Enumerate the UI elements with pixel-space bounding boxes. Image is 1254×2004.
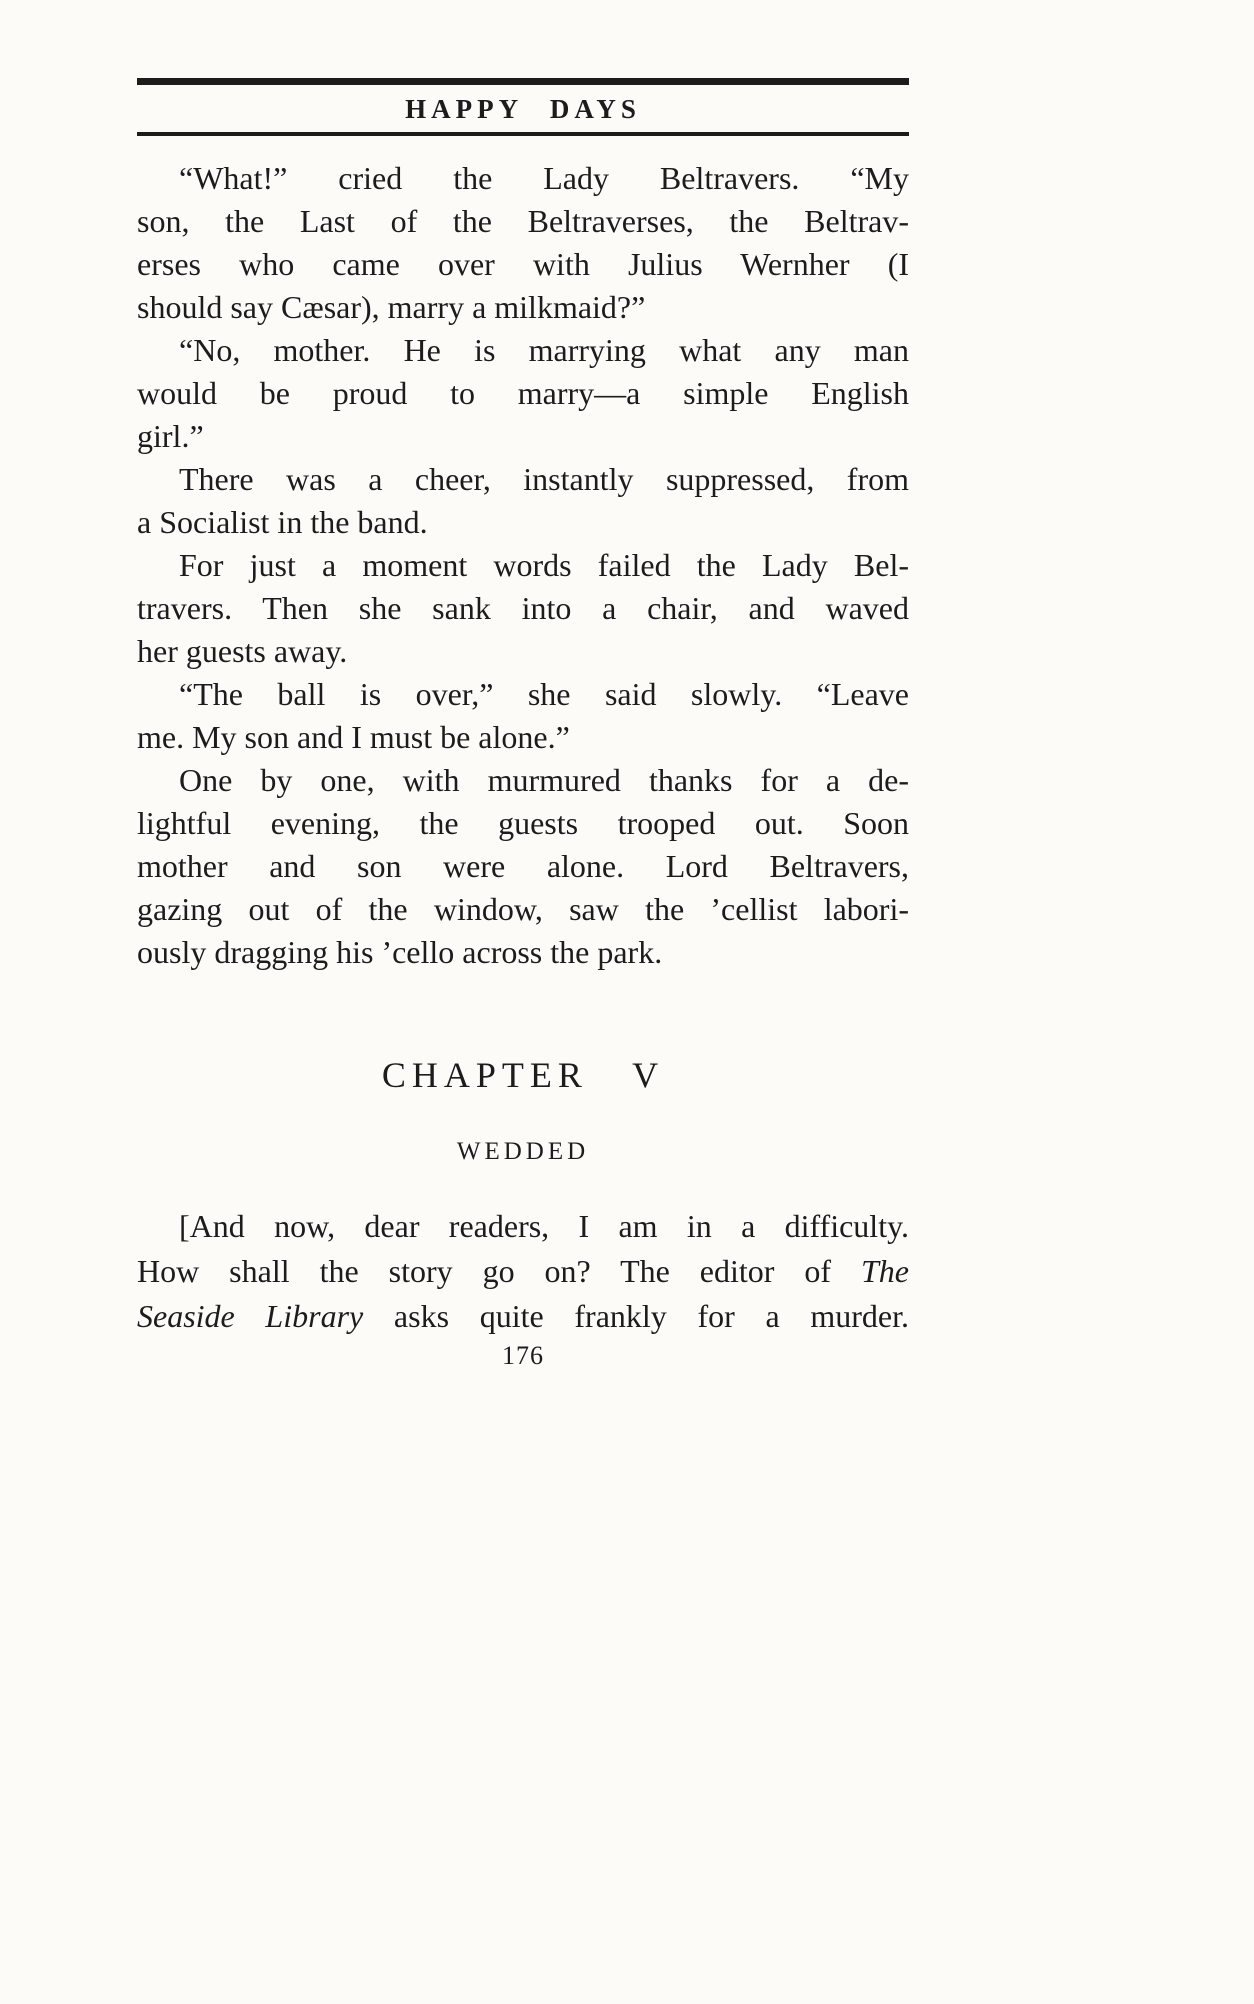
paragraph bbox=[137, 458, 909, 544]
text-segment: ously dragging his ’cello across the park. bbox=[137, 934, 663, 970]
text-segment: For just a moment words failed the Lady Bel- bbox=[179, 547, 909, 583]
text-line bbox=[137, 888, 909, 931]
text-segment: “The ball is over,” she said slowly. “Leave bbox=[179, 676, 909, 712]
text-segment: “No, mother. He is marrying what any man bbox=[179, 332, 909, 368]
text-segment: girl.” bbox=[137, 418, 204, 454]
text-segment: a Socialist in the band. bbox=[137, 504, 428, 540]
paragraph bbox=[137, 157, 909, 329]
paragraph bbox=[137, 544, 909, 673]
text-line bbox=[137, 243, 909, 286]
running-header-title: HAPPY DAYS bbox=[405, 94, 641, 124]
text-segment: erses who came over with Julius Wernher (I bbox=[137, 246, 909, 282]
text-line bbox=[137, 372, 909, 415]
text-segment: mother and son were alone. Lord Beltravers, bbox=[137, 848, 909, 884]
text-segment: me. My son and I must be alone.” bbox=[137, 719, 570, 755]
paragraph bbox=[137, 329, 909, 458]
text-column bbox=[137, 78, 909, 1371]
text-segment: [And now, dear readers, I am in a difficulty. bbox=[179, 1208, 909, 1244]
text-segment: One by one, with murmured thanks for a de- bbox=[179, 762, 909, 798]
text-line bbox=[137, 587, 909, 630]
text-segment: should say Cæsar), marry a milkmaid?” bbox=[137, 289, 646, 325]
text-line bbox=[137, 630, 909, 673]
paragraph bbox=[137, 1204, 909, 1339]
text-segment: “What!” cried the Lady Beltravers. “My bbox=[179, 160, 909, 196]
text-line bbox=[137, 759, 909, 802]
text-line bbox=[137, 157, 909, 200]
text-line bbox=[137, 1294, 909, 1339]
text-segment: asks quite frankly for a murder. bbox=[363, 1298, 910, 1334]
paragraph bbox=[137, 759, 909, 974]
text-segment: her guests away. bbox=[137, 633, 348, 669]
text-line bbox=[137, 931, 909, 974]
text-line bbox=[137, 802, 909, 845]
text-line bbox=[137, 501, 909, 544]
text-line bbox=[137, 1249, 909, 1294]
text-segment: lightful evening, the guests trooped out. Soon bbox=[137, 805, 909, 841]
body-paragraphs bbox=[137, 157, 909, 974]
text-line bbox=[137, 329, 909, 372]
text-line bbox=[137, 673, 909, 716]
page-number: 176 bbox=[502, 1341, 544, 1370]
text-segment: son, the Last of the Beltraverses, the Beltrav- bbox=[137, 203, 909, 239]
text-line bbox=[137, 200, 909, 243]
chapter-heading: CHAPTER V bbox=[381, 1055, 665, 1095]
header-rule-bottom bbox=[137, 132, 909, 136]
chapter-paragraphs bbox=[137, 1204, 909, 1339]
paragraph bbox=[137, 673, 909, 759]
chapter-subheading: WEDDED bbox=[456, 1138, 590, 1165]
text-line bbox=[137, 286, 909, 329]
text-line bbox=[137, 1204, 909, 1249]
text-line bbox=[137, 415, 909, 458]
text-line bbox=[137, 845, 909, 888]
header-rule-top bbox=[137, 78, 909, 85]
text-segment: gazing out of the window, saw the ’cellist labori- bbox=[137, 891, 909, 927]
text-line bbox=[137, 458, 909, 501]
text-segment: travers. Then she sank into a chair, and waved bbox=[137, 590, 909, 626]
text-segment: Seaside Library bbox=[137, 1298, 364, 1334]
text-segment: The bbox=[861, 1253, 909, 1289]
text-line bbox=[137, 716, 909, 759]
text-segment: There was a cheer, instantly suppressed, from bbox=[179, 461, 909, 497]
text-line bbox=[137, 544, 909, 587]
text-segment: would be proud to marry—a simple English bbox=[137, 375, 909, 411]
text-segment: How shall the story go on? The editor of bbox=[137, 1253, 861, 1289]
